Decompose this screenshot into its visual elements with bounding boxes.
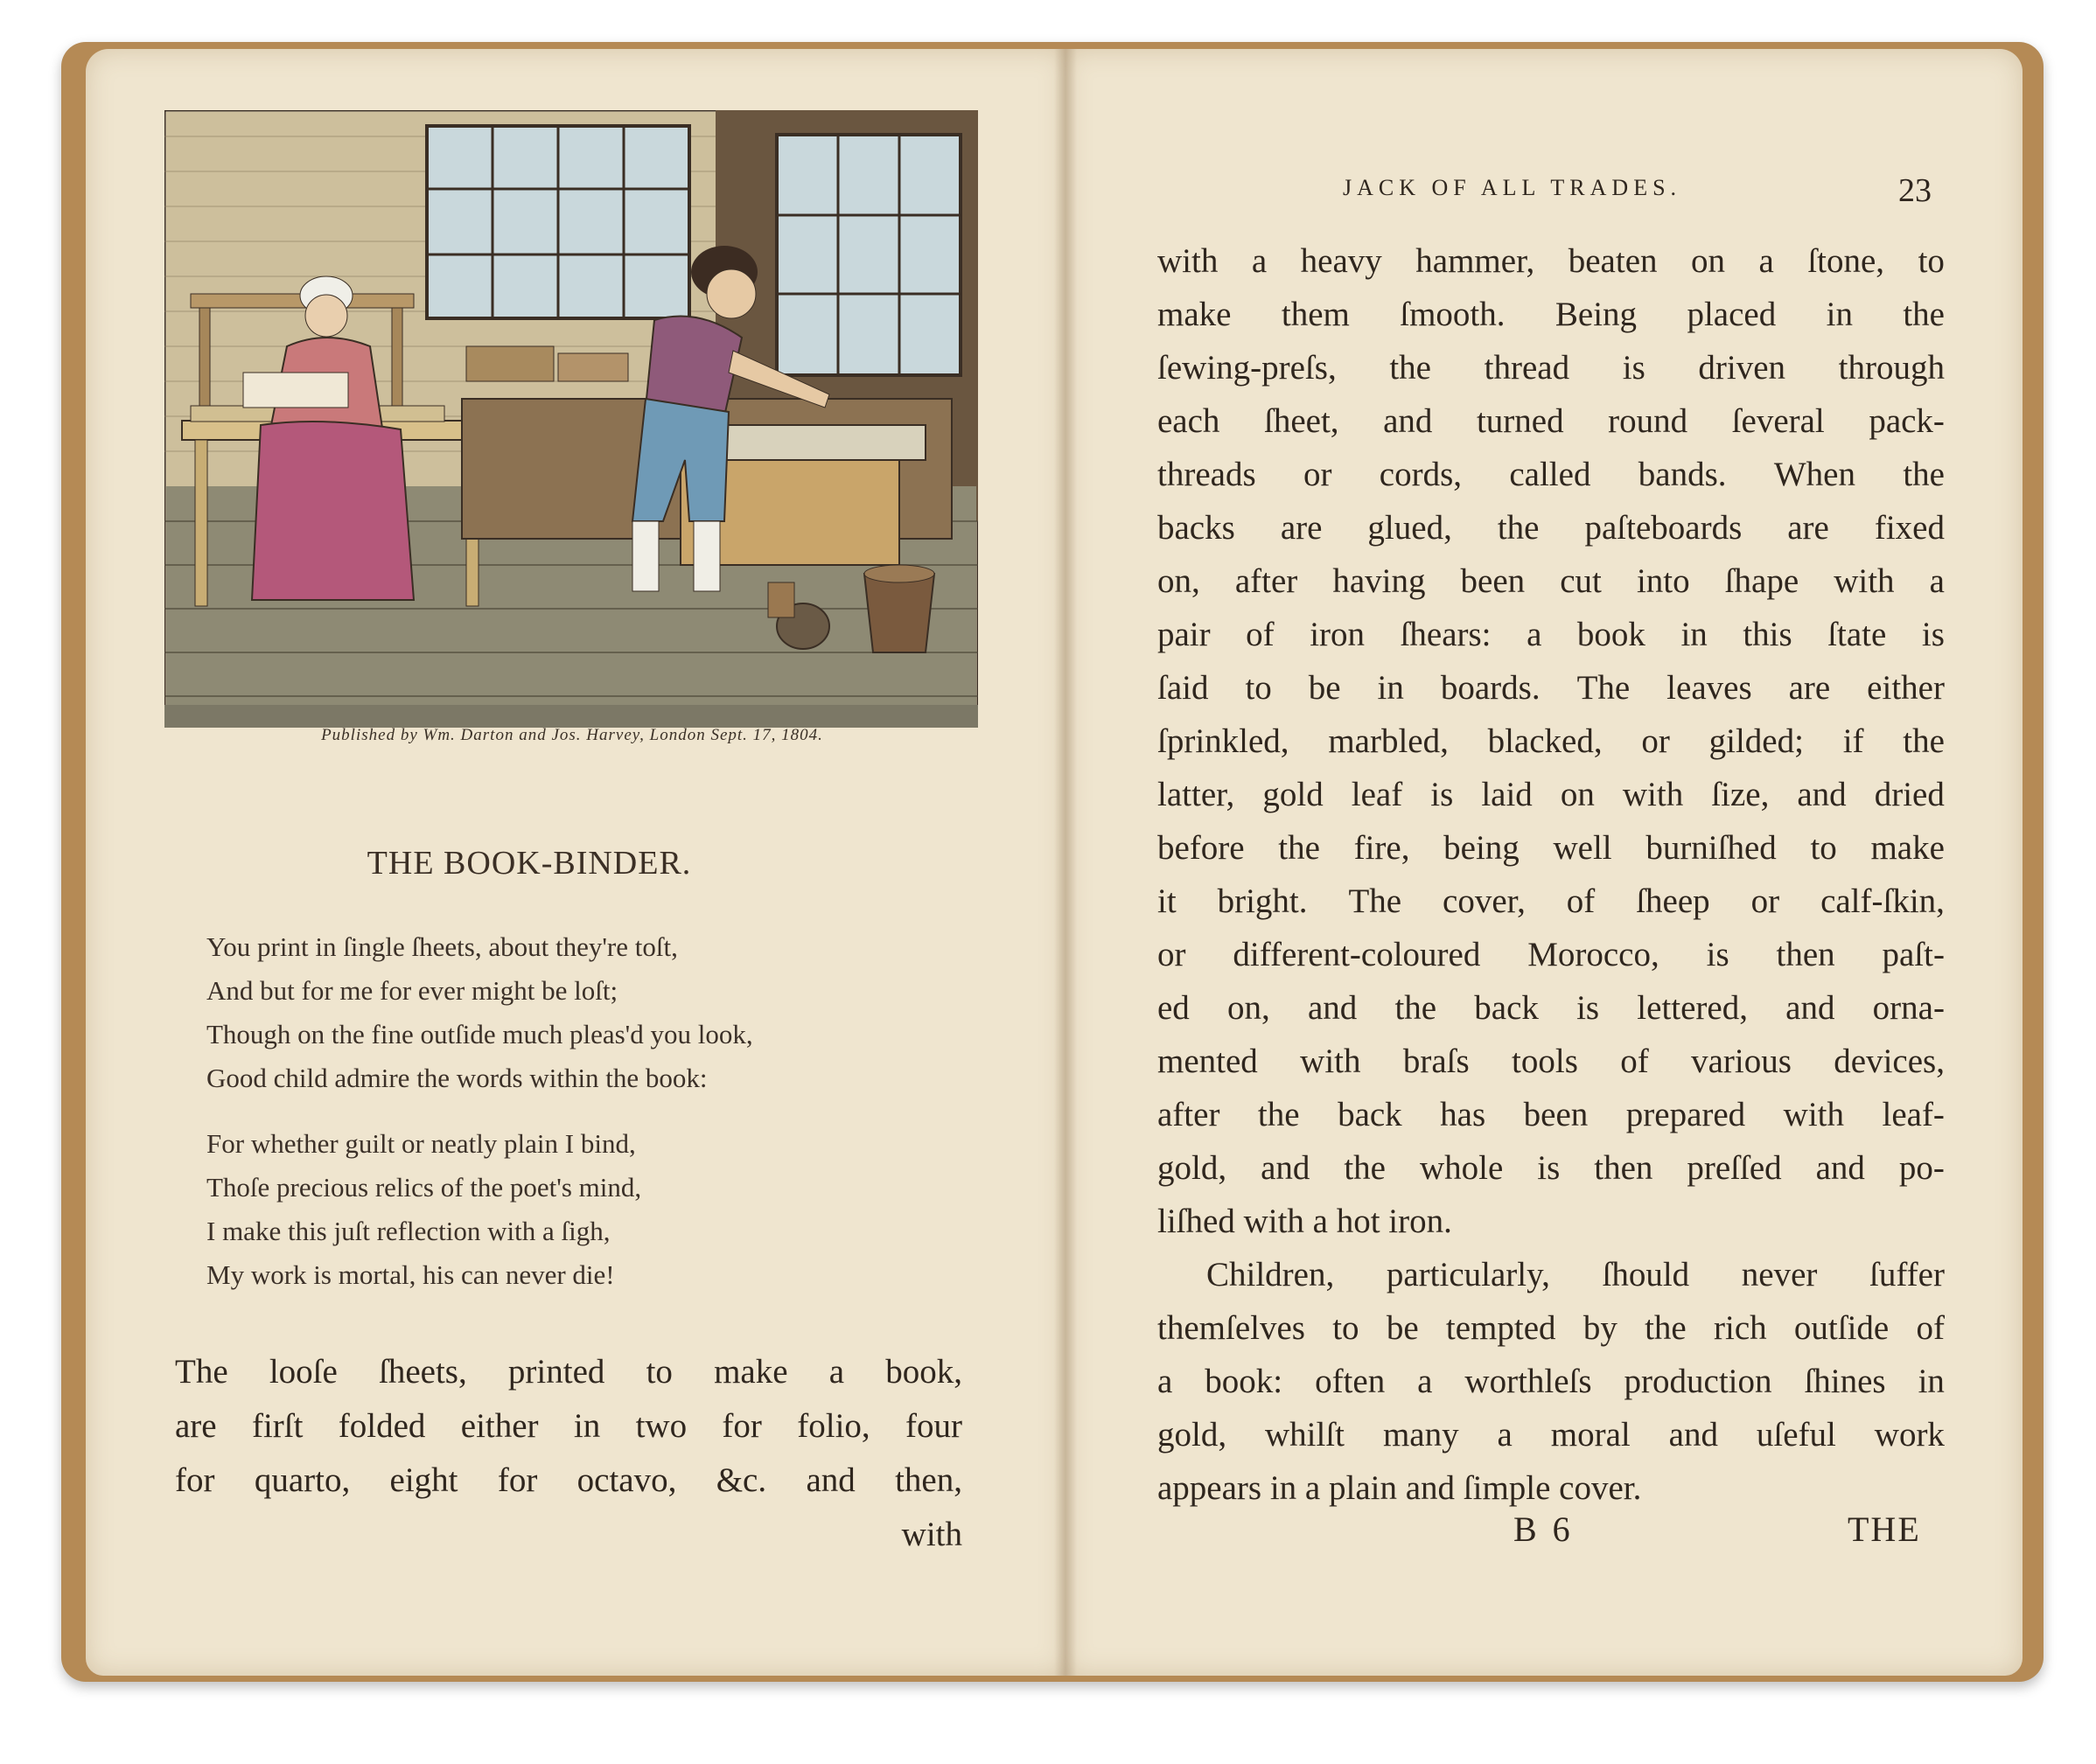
word: the: [1497, 509, 1540, 547]
poem-title: THE BOOK-BINDER.: [367, 845, 692, 882]
word: make: [1870, 829, 1945, 867]
word: fixed: [1874, 509, 1945, 547]
prose-line: [1157, 1301, 1945, 1355]
word: outſide: [1793, 1309, 1890, 1347]
word: book,: [885, 1353, 962, 1391]
word: book: [1576, 616, 1645, 653]
word: or: [1641, 722, 1670, 760]
word: on,: [1227, 989, 1270, 1027]
prose-line: [1157, 608, 1945, 661]
word: the: [1394, 989, 1437, 1027]
word: cords,: [1379, 456, 1463, 493]
word: is: [1706, 936, 1729, 973]
word: fire,: [1353, 829, 1410, 867]
word: quarto,: [254, 1461, 351, 1499]
word: to: [1332, 1309, 1359, 1347]
prose-line: [1157, 501, 1945, 554]
word: and: [1785, 989, 1835, 1027]
word: with: [1783, 1096, 1844, 1133]
word: for: [175, 1461, 215, 1499]
word: a: [1251, 242, 1268, 280]
word: Being: [1555, 296, 1638, 333]
word: ſhould: [1602, 1256, 1690, 1293]
prose-line: [1157, 1035, 1945, 1088]
word: of: [1916, 1309, 1945, 1347]
word: with: [1834, 562, 1895, 600]
word: braſs: [1402, 1042, 1470, 1080]
word: or: [1303, 456, 1332, 493]
word: are: [1788, 669, 1831, 707]
word: octavo,: [576, 1461, 677, 1499]
prose-line: [175, 1345, 962, 1399]
word: burniſhed: [1645, 829, 1777, 867]
word: with: [1300, 1042, 1361, 1080]
word: been: [1523, 1096, 1589, 1133]
word: be: [1308, 669, 1341, 707]
word: glued,: [1367, 509, 1452, 547]
verse-line: I make this juſt reflection with a ſigh,: [206, 1216, 611, 1246]
word: into: [1636, 562, 1690, 600]
word: a: [1527, 616, 1542, 653]
word: in: [1918, 1363, 1945, 1400]
word: with: [1157, 242, 1219, 280]
word: ſheet,: [1263, 402, 1339, 440]
word: ſuffer: [1869, 1256, 1945, 1293]
word: blacked,: [1487, 722, 1603, 760]
word: to: [646, 1353, 673, 1391]
word: calf-ſkin,: [1820, 882, 1945, 920]
prose-line: [1157, 768, 1945, 821]
word: The: [1348, 882, 1402, 920]
word: bright.: [1217, 882, 1308, 920]
word: eight: [389, 1461, 458, 1499]
catchword: THE: [1848, 1510, 1921, 1549]
word: and: [1815, 1149, 1865, 1187]
word: moral: [1550, 1416, 1631, 1454]
word: this: [1743, 616, 1792, 653]
word: a: [828, 1353, 845, 1391]
word: driven: [1698, 349, 1786, 387]
word: and: [1261, 1149, 1310, 1187]
verse-line: Though on the fine outſide much pleas'd you look,: [206, 1019, 753, 1049]
word: been: [1460, 562, 1526, 600]
word: on: [1560, 776, 1595, 813]
word: of: [1566, 882, 1596, 920]
word: folio,: [797, 1407, 870, 1445]
word: for: [497, 1461, 538, 1499]
word: work: [1874, 1416, 1945, 1454]
word: When: [1773, 456, 1855, 493]
word: ſmooth.: [1400, 296, 1506, 333]
word: particularly,: [1386, 1256, 1550, 1293]
prose-line: [1157, 981, 1945, 1035]
verse-line: My work is mortal, his can never die!: [206, 1259, 615, 1290]
word: gold: [1262, 776, 1324, 813]
word: being: [1443, 829, 1520, 867]
word: gilded;: [1708, 722, 1804, 760]
word: on,: [1157, 562, 1200, 600]
prose-line: [1157, 554, 1945, 608]
word: the: [1903, 456, 1945, 493]
prose-line: liſhed with a hot iron.: [1157, 1203, 1452, 1240]
prose-line: appears in a plain and ſimple cover.: [1157, 1469, 1642, 1507]
word: by: [1582, 1309, 1617, 1347]
word: and: [1797, 776, 1847, 813]
word: orna-: [1872, 989, 1945, 1027]
word: for: [722, 1407, 762, 1445]
word: a: [1417, 1363, 1433, 1400]
word: folded: [338, 1407, 426, 1445]
word: whole: [1419, 1149, 1504, 1187]
word: of: [1620, 1042, 1649, 1080]
word: called: [1509, 456, 1591, 493]
word: on: [1691, 242, 1726, 280]
prose-line: [1157, 1408, 1945, 1461]
word: are: [175, 1407, 217, 1445]
word: ſhape: [1724, 562, 1799, 600]
word: ſaid: [1157, 669, 1209, 707]
word: never: [1741, 1256, 1818, 1293]
word: ed: [1157, 989, 1190, 1027]
word: cut: [1560, 562, 1602, 600]
word: ſheep: [1636, 882, 1710, 920]
word: or: [1750, 882, 1780, 920]
prose-line: [1157, 661, 1945, 715]
left-prose: [175, 1345, 962, 1562]
word: production: [1624, 1363, 1772, 1400]
prose-line: [1157, 928, 1945, 981]
verse-line: Good child admire the words within the book:: [206, 1063, 708, 1093]
prose-line: with: [901, 1516, 962, 1553]
word: The: [175, 1353, 228, 1391]
word: pair: [1157, 616, 1211, 653]
word: rich: [1714, 1309, 1767, 1347]
word: of: [1246, 616, 1275, 653]
word: printed: [507, 1353, 605, 1391]
word: marbled,: [1328, 722, 1449, 760]
prose-line: [1157, 821, 1945, 875]
prose-line: [1157, 288, 1945, 341]
prose-line: [1157, 341, 1945, 394]
word: mented: [1157, 1042, 1258, 1080]
word: paſteboards: [1584, 509, 1743, 547]
word: back: [1474, 989, 1539, 1027]
word: ſtate: [1827, 616, 1887, 653]
page-number: 23: [1898, 172, 1932, 209]
word: various: [1691, 1042, 1792, 1080]
word: and: [1307, 989, 1358, 1027]
word: is: [1430, 776, 1454, 813]
word: a: [1758, 242, 1774, 280]
word: make: [1157, 296, 1232, 333]
word: Morocco,: [1527, 936, 1659, 973]
word: with: [1622, 776, 1684, 813]
word: book:: [1205, 1363, 1283, 1400]
prose-line: [1157, 875, 1945, 928]
word: it: [1157, 882, 1177, 920]
word: Children,: [1206, 1256, 1335, 1293]
word: turned: [1476, 402, 1564, 440]
word: in: [1377, 669, 1404, 707]
word: and: [806, 1461, 856, 1499]
word: either: [1867, 669, 1945, 707]
word: whilſt: [1265, 1416, 1345, 1454]
word: having: [1332, 562, 1426, 600]
word: well: [1553, 829, 1612, 867]
word: many: [1382, 1416, 1459, 1454]
word: the: [1344, 1149, 1386, 1187]
word: to: [1810, 829, 1837, 867]
word: beaten: [1568, 242, 1658, 280]
word: either: [460, 1407, 539, 1445]
prose-line: [1157, 234, 1945, 288]
word: then: [1594, 1149, 1653, 1187]
word: devices,: [1834, 1042, 1945, 1080]
word: before: [1157, 829, 1245, 867]
word: prepared: [1625, 1096, 1746, 1133]
word: be: [1386, 1309, 1419, 1347]
bookbinder-engraving: [164, 110, 978, 728]
word: preſſed: [1687, 1149, 1782, 1187]
word: then: [1776, 936, 1835, 973]
illustration-plate: [164, 110, 978, 728]
verse-line: Thoſe precious relics of the poet's mind,: [206, 1172, 642, 1203]
prose-line: [175, 1454, 962, 1508]
word: in: [573, 1407, 601, 1445]
prose-line: [1157, 394, 1945, 448]
word: different-coloured: [1233, 936, 1481, 973]
word: if: [1842, 722, 1864, 760]
word: make: [714, 1353, 788, 1391]
word: uſeful: [1756, 1416, 1836, 1454]
word: the: [1257, 1096, 1300, 1133]
word: or: [1157, 936, 1186, 973]
word: ſize,: [1711, 776, 1770, 813]
word: and: [1383, 402, 1433, 440]
word: leaf-: [1882, 1096, 1945, 1133]
plate-imprint: Published by Wm. Darton and Jos. Harvey, London Sept. 17, 1804.: [321, 726, 823, 744]
word: the: [1903, 722, 1945, 760]
word: and: [1668, 1416, 1718, 1454]
word: after: [1157, 1096, 1220, 1133]
word: two: [635, 1407, 688, 1445]
word: pack-: [1869, 402, 1945, 440]
prose-line: [1157, 1088, 1945, 1141]
verse-line: And but for me for ever might be loſt;: [206, 975, 618, 1006]
word: heavy: [1300, 242, 1382, 280]
word: leaves: [1666, 669, 1752, 707]
word: iron: [1310, 616, 1366, 653]
prose-line: [1157, 1355, 1945, 1408]
prose-line: [1157, 715, 1945, 768]
word: four: [905, 1407, 962, 1445]
word: often: [1315, 1363, 1386, 1400]
running-head: JACK OF ALL TRADES.: [1343, 175, 1682, 200]
word: The: [1576, 669, 1631, 707]
verse-line: You print in ſingle ſheets, about they're toſt,: [206, 931, 678, 962]
word: ſheets,: [379, 1353, 467, 1391]
word: looſe: [269, 1353, 338, 1391]
word: bands.: [1638, 456, 1727, 493]
word: a: [1497, 1416, 1513, 1454]
right-prose: [1157, 234, 1945, 1515]
word: ſhears:: [1400, 616, 1492, 653]
word: a: [1157, 1363, 1173, 1400]
word: ſtone,: [1807, 242, 1885, 280]
word: is: [1537, 1149, 1561, 1187]
word: to: [1245, 669, 1272, 707]
word: paſt-: [1882, 936, 1945, 973]
word: each: [1157, 402, 1220, 440]
word: has: [1440, 1096, 1486, 1133]
prose-line: [1157, 448, 1945, 501]
word: tempted: [1445, 1309, 1556, 1347]
word: tools: [1512, 1042, 1578, 1080]
verse-line: For whether guilt or neatly plain I bind,: [206, 1128, 636, 1159]
word: is: [1921, 616, 1945, 653]
word: latter,: [1157, 776, 1235, 813]
word: the: [1903, 296, 1945, 333]
stanza-2: [206, 1122, 641, 1297]
word: backs: [1157, 509, 1235, 547]
word: gold,: [1157, 1149, 1227, 1187]
word: to: [1918, 242, 1945, 280]
word: dried: [1874, 776, 1945, 813]
word: thread: [1484, 349, 1570, 387]
word: themſelves: [1157, 1309, 1305, 1347]
word: cover,: [1443, 882, 1526, 920]
word: ſewing-preſs,: [1157, 349, 1337, 387]
prose-line: [1157, 1248, 1945, 1301]
word: gold,: [1157, 1416, 1227, 1454]
word: lettered,: [1637, 989, 1748, 1027]
word: laid: [1481, 776, 1533, 813]
word: then,: [895, 1461, 962, 1499]
word: leaf: [1351, 776, 1403, 813]
word: them: [1281, 296, 1350, 333]
word: boards.: [1440, 669, 1541, 707]
word: ſhines: [1804, 1363, 1886, 1400]
word: &c.: [716, 1461, 767, 1499]
word: ſprinkled,: [1157, 722, 1289, 760]
stanza-1: [206, 925, 753, 1100]
word: hammer,: [1415, 242, 1535, 280]
word: back: [1338, 1096, 1402, 1133]
word: in: [1826, 296, 1853, 333]
word: worthleſs: [1464, 1363, 1592, 1400]
word: round: [1608, 402, 1688, 440]
word: after: [1234, 562, 1298, 600]
word: the: [1645, 1309, 1687, 1347]
prose-line: [1157, 1141, 1945, 1195]
word: firſt: [251, 1407, 304, 1445]
signature-mark: B 6: [1513, 1510, 1574, 1549]
word: a: [1929, 562, 1945, 600]
word: are: [1787, 509, 1829, 547]
word: ſeveral: [1731, 402, 1825, 440]
word: is: [1576, 989, 1600, 1027]
prose-line: [175, 1399, 962, 1454]
word: is: [1622, 349, 1645, 387]
word: are: [1280, 509, 1323, 547]
word: in: [1680, 616, 1708, 653]
word: threads: [1157, 456, 1256, 493]
word: the: [1278, 829, 1320, 867]
word: placed: [1687, 296, 1777, 333]
word: through: [1838, 349, 1945, 387]
word: the: [1389, 349, 1431, 387]
word: po-: [1898, 1149, 1945, 1187]
